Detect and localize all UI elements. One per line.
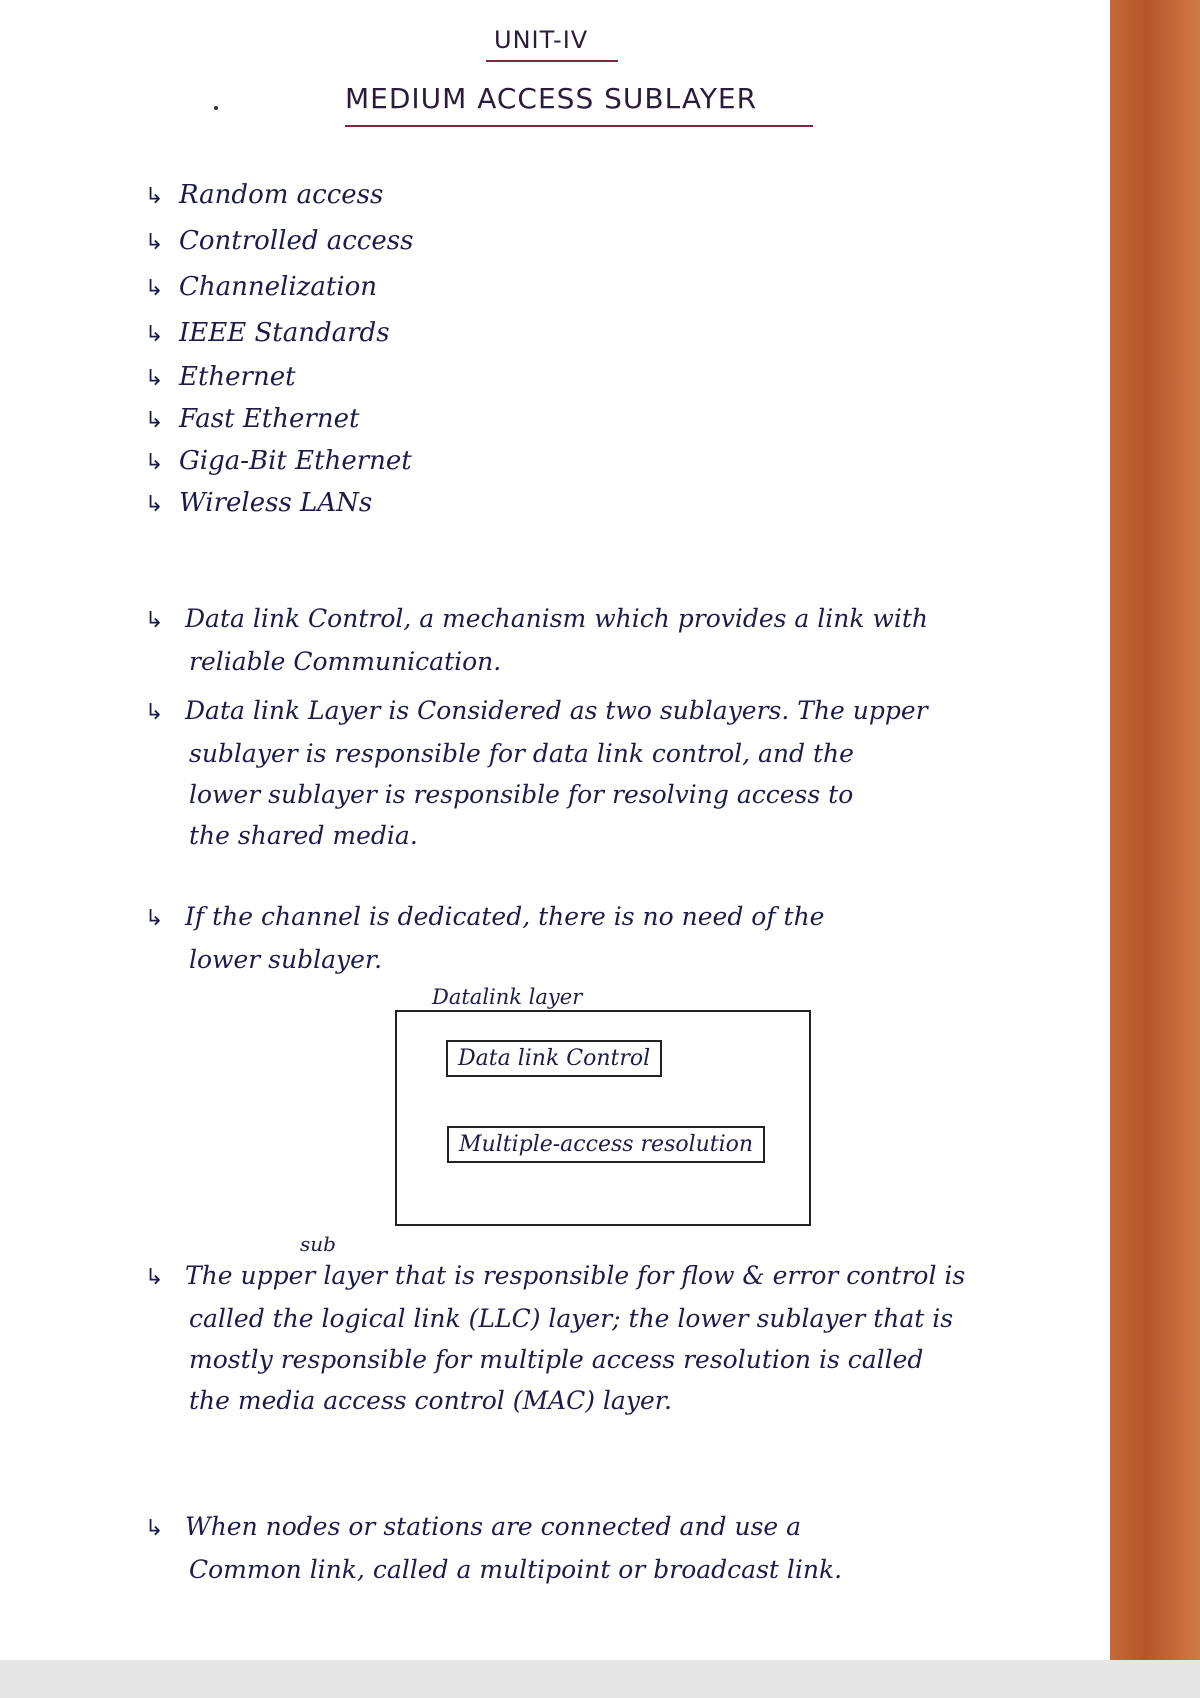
page-title: MEDIUM ACCESS SUBLAYER xyxy=(345,82,758,115)
title-underline xyxy=(345,125,813,127)
arrow-right-hook-icon: ↳ xyxy=(145,1265,164,1290)
background-table-edge xyxy=(1110,0,1200,1698)
list-item: ↳ Giga-Bit Ethernet xyxy=(145,440,413,482)
arrow-right-hook-icon: ↳ xyxy=(145,230,164,255)
list-item: ↳ Ethernet xyxy=(145,356,413,398)
list-item: ↳ Random access xyxy=(145,172,413,218)
mac-sublayer-box: Multiple-access resolution xyxy=(447,1126,765,1163)
paragraph-sublayers: ↳ Data link Layer is Considered as two sublayers. The upper sublayer is responsible for data link control, and the lower sublayer is responsible for resolving access to the shared media. xyxy=(145,690,1105,856)
arrow-right-hook-icon: ↳ xyxy=(145,450,164,475)
arrow-right-hook-icon: ↳ xyxy=(145,366,164,391)
paragraph-dedicated-channel: ↳ If the channel is dedicated, there is no need of the lower sublayer. xyxy=(145,896,1105,980)
list-item: ↳ IEEE Standards xyxy=(145,310,413,356)
list-item: ↳ Fast Ethernet xyxy=(145,398,413,440)
topic-list xyxy=(145,172,413,524)
dlc-sublayer-box: Data link Control xyxy=(446,1040,662,1077)
arrow-right-hook-icon: ↳ xyxy=(145,1516,164,1541)
arrow-right-hook-icon: ↳ xyxy=(145,408,164,433)
arrow-right-hook-icon: ↳ xyxy=(145,700,164,725)
arrow-right-hook-icon: ↳ xyxy=(145,492,164,517)
arrow-right-hook-icon: ↳ xyxy=(145,276,164,301)
paragraph-llc-mac: ↳ The upper layer that is responsible for flow & error control is called the logical link (LLC) layer; the lower sublayer that is mostly responsible for multiple access resolution is called the media access control (MAC) layer. xyxy=(145,1255,1105,1421)
arrow-right-hook-icon: ↳ xyxy=(145,608,164,633)
arrow-right-hook-icon: ↳ xyxy=(145,906,164,931)
paragraph-common-link: ↳ When nodes or stations are connected and use a Common link, called a multipoint or broadcast link. xyxy=(145,1506,1105,1590)
arrow-right-hook-icon: ↳ xyxy=(145,322,164,347)
list-item: ↳ Controlled access xyxy=(145,218,413,264)
unit-heading: UNIT-IV xyxy=(494,26,589,54)
list-item: ↳ Wireless LANs xyxy=(145,482,413,524)
unit-underline xyxy=(486,60,618,62)
ink-dot xyxy=(214,106,218,110)
inserted-sub-note: sub xyxy=(300,1232,336,1256)
list-item: ↳ Channelization xyxy=(145,264,413,310)
background-bottom-edge xyxy=(0,1660,1200,1698)
paragraph-dlc-definition: ↳ Data link Control, a mechanism which provides a link with reliable Communication. xyxy=(145,598,1105,682)
arrow-right-hook-icon: ↳ xyxy=(145,184,164,209)
diagram-title: Datalink layer xyxy=(432,985,583,1009)
